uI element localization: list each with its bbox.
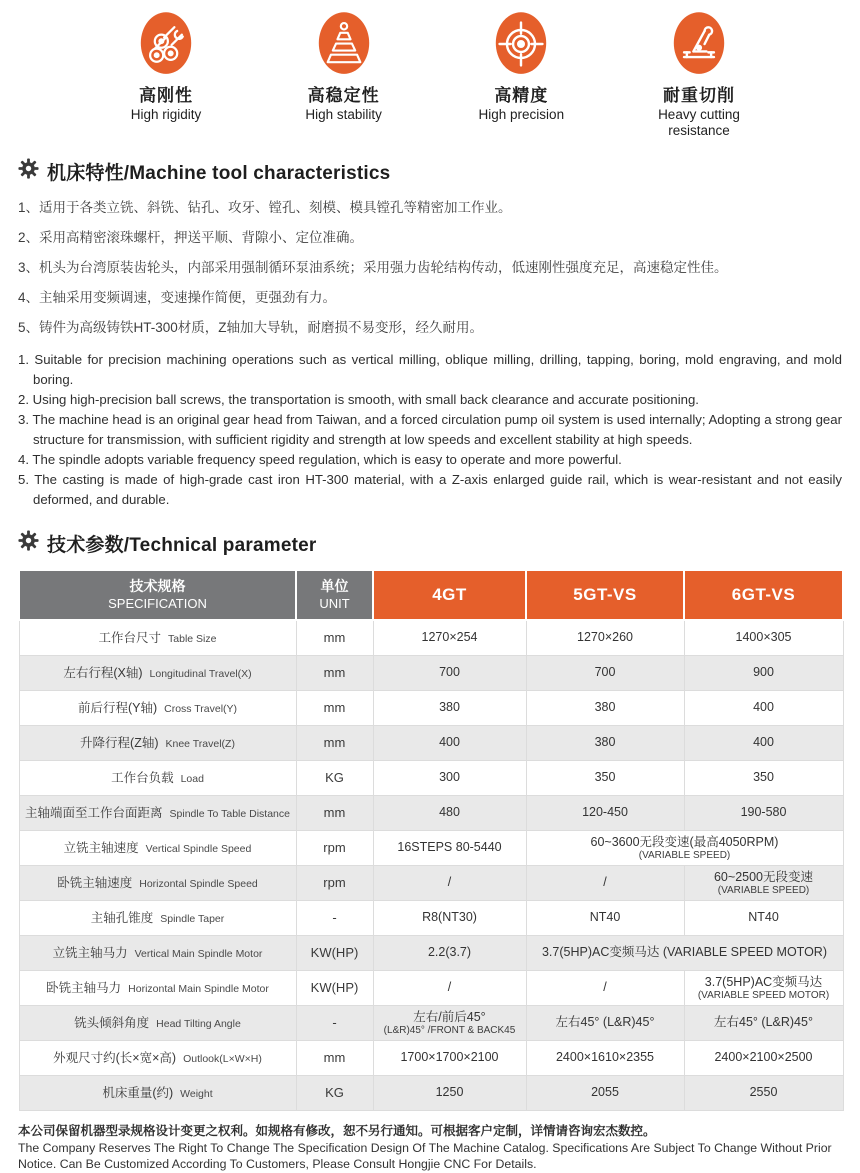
spec-label-cn: 外观尺寸约(长×宽×高)	[53, 1051, 177, 1066]
list-item: 5、铸件为高级铸铁HT-300材质，Z轴加大导轨，耐磨损不易变形，经久耐用。	[18, 320, 484, 336]
list-item: 5. The casting is made of high-grade cast iron HT-300 material, with a Z-axis enlarged guide rail, which is wear-resistant and not easily deformed, and durable.	[18, 472, 842, 508]
spec-table-body	[19, 620, 843, 1110]
value-cell: 1400×305	[684, 620, 843, 655]
value-cell: 400	[684, 690, 843, 725]
spec-label-cn: 铣头倾斜角度	[74, 1016, 150, 1031]
spec-label-en: Vertical Main Spindle Motor	[134, 948, 263, 961]
value-cell: 左右45° (L&R)45°	[684, 1005, 843, 1040]
spec-label-en: Spindle To Table Distance	[169, 808, 290, 821]
spec-label-cell	[19, 830, 296, 865]
table-row	[19, 690, 843, 725]
gear-icon	[18, 158, 39, 185]
spec-label-cell	[19, 1040, 296, 1075]
header-model-6gt-vs: 6GT-VS	[684, 570, 843, 620]
feature-title-cn: 高刚性	[139, 86, 193, 105]
spec-table	[18, 569, 844, 1111]
list-item: 1. Suitable for precision machining operations such as vertical milling, oblique milling, drilling, tapping, boring, mold engraving, and mold boring.	[18, 352, 842, 388]
spec-label-en: Head Tilting Angle	[156, 1018, 241, 1031]
spec-label-cn: 卧铣主轴速度	[57, 876, 133, 891]
pyramid-icon	[316, 10, 372, 78]
unit-cell: KW(HP)	[296, 935, 373, 970]
value-cell: 480	[373, 795, 526, 830]
gear-icon	[18, 530, 39, 557]
spec-label-cell	[19, 900, 296, 935]
characteristics-header	[18, 158, 842, 185]
value-cell: 380	[526, 725, 684, 760]
table-row	[19, 1075, 843, 1110]
unit-cell: mm	[296, 620, 373, 655]
value-cell: 1270×260	[526, 620, 684, 655]
table-row	[19, 795, 843, 830]
spec-label-en: Cross Travel(Y)	[164, 703, 238, 716]
footer	[18, 1121, 842, 1173]
feature-row	[0, 0, 860, 138]
spec-label-cn: 主轴孔锥度	[90, 911, 154, 926]
spec-label-en: Vertical Spindle Speed	[145, 843, 252, 856]
table-row	[19, 1040, 843, 1075]
spec-label-cell	[19, 795, 296, 830]
table-row	[19, 620, 843, 655]
unit-cell: rpm	[296, 865, 373, 900]
unit-cell: mm	[296, 655, 373, 690]
feature-title-en: High precision	[478, 107, 565, 122]
value-cell: /	[373, 970, 526, 1005]
list-item: 4. The spindle adopts variable frequency speed regulation, which is easy to operate and more powerful.	[18, 452, 622, 468]
header-model-4gt: 4GT	[373, 570, 526, 620]
spec-label-en: Knee Travel(Z)	[165, 738, 235, 751]
unit-cell: -	[296, 900, 373, 935]
unit-cell: rpm	[296, 830, 373, 865]
spec-label-en: Weight	[180, 1088, 213, 1101]
unit-cell: KW(HP)	[296, 970, 373, 1005]
value-cell: /	[526, 865, 684, 900]
spec-label-en: Horizontal Main Spindle Motor	[128, 983, 269, 996]
characteristics-title: 机床特性/Machine tool characteristics	[47, 163, 391, 185]
value-cell: 3.7(5HP)AC变频马达 (VARIABLE SPEED MOTOR)	[526, 935, 843, 970]
value-cell: 700	[526, 655, 684, 690]
target-icon	[493, 10, 549, 78]
value-cell: 300	[373, 760, 526, 795]
unit-cell: mm	[296, 725, 373, 760]
spec-label-cell	[19, 970, 296, 1005]
spec-label-en: Outlook(L×W×H)	[183, 1053, 262, 1066]
value-cell: 左右45° (L&R)45°	[526, 1005, 684, 1040]
feature-high-rigidity	[100, 10, 232, 138]
characteristics-list-en	[0, 350, 860, 510]
spec-label-cn: 立铣主轴速度	[63, 841, 139, 856]
spec-label-cn: 前后行程(Y轴)	[77, 701, 158, 716]
spec-label-cell	[19, 655, 296, 690]
value-cell: 2.2(3.7)	[373, 935, 526, 970]
header-specification: 技术规格 SPECIFICATION	[19, 570, 296, 620]
footer-disclaimer-cn: 本公司保留机器型录规格设计变更之权利。如规格有修改，恕不另行通知。可根据客户定制，详情请咨询宏杰数控。	[18, 1123, 656, 1138]
saw-icon	[671, 10, 727, 78]
list-item: 3、机头为台湾原装齿轮头，内部采用强制循环泵油系统；采用强力齿轮结构传动，低速刚性强度充足，高速稳定性佳。	[18, 260, 728, 276]
spec-label-cell	[19, 935, 296, 970]
value-cell: R8(NT30)	[373, 900, 526, 935]
unit-cell: mm	[296, 795, 373, 830]
spec-label-en: Table Size	[168, 633, 217, 646]
spec-label-cn: 升降行程(Z轴)	[80, 736, 159, 751]
list-item: 2. Using high-precision ball screws, the transportation is smooth, with small back clearance and accurate positioning.	[18, 392, 699, 408]
feature-title-cn: 高精度	[494, 86, 549, 105]
spec-label-cell	[19, 1075, 296, 1110]
value-cell: NT40	[526, 900, 684, 935]
value-cell: /	[373, 865, 526, 900]
header-unit: 单位 UNIT	[296, 570, 373, 620]
value-cell: 380	[373, 690, 526, 725]
spec-label-cell	[19, 725, 296, 760]
spec-label-en: Horizontal Spindle Speed	[139, 878, 258, 891]
list-item: 2、采用高精密滚珠螺杆，押送平顺、背隙小、定位准确。	[18, 230, 364, 246]
table-row	[19, 900, 843, 935]
spec-label-cell	[19, 690, 296, 725]
value-cell: 120-450	[526, 795, 684, 830]
value-cell: 190-580	[684, 795, 843, 830]
spec-label-cell	[19, 1005, 296, 1040]
value-cell: 400	[684, 725, 843, 760]
value-cell: NT40	[684, 900, 843, 935]
value-cell: 700	[373, 655, 526, 690]
table-row	[19, 970, 843, 1005]
value-cell: 16STEPS 80-5440	[373, 830, 526, 865]
spec-label-cn: 机床重量(约)	[102, 1086, 174, 1101]
feature-title-cn: 高稳定性	[307, 86, 380, 105]
unit-cell: KG	[296, 1075, 373, 1110]
value-cell: 350	[526, 760, 684, 795]
feature-title-en: High rigidity	[130, 107, 202, 122]
feature-high-stability	[278, 10, 410, 138]
unit-cell: KG	[296, 760, 373, 795]
list-item: 4、主轴采用变频调速，变速操作简便，更强劲有力。	[18, 290, 337, 306]
table-row	[19, 655, 843, 690]
feature-title-en: Heavy cutting resistance	[658, 107, 740, 138]
spec-label-cell	[19, 865, 296, 900]
spec-label-en: Load	[180, 773, 204, 786]
spec-label-cell	[19, 620, 296, 655]
footer-disclaimer-en: The Company Reserves The Right To Change The Specification Design Of The Machine Catalog. Specifications Are Subject To Change Without Prior Notice. Can Be Customized According To Customers, Please Consult Hongjie CNC For Details.	[18, 1140, 832, 1171]
parameters-title: 技术参数/Technical parameter	[47, 535, 317, 557]
spec-label-cn: 工作台尺寸	[98, 631, 162, 646]
spec-label-cn: 立铣主轴马力	[52, 946, 128, 961]
value-cell: 60~2500无段变速 (VARIABLE SPEED)	[684, 865, 843, 900]
spec-label-en: Spindle Taper	[160, 913, 225, 926]
feature-title-en: High stability	[305, 107, 382, 122]
value-cell: 900	[684, 655, 843, 690]
value-cell: 1270×254	[373, 620, 526, 655]
unit-cell: mm	[296, 690, 373, 725]
spec-label-cell	[19, 760, 296, 795]
table-row	[19, 725, 843, 760]
spec-label-en: Longitudinal Travel(X)	[149, 668, 252, 681]
value-cell: 2400×1610×2355	[526, 1040, 684, 1075]
table-row	[19, 865, 843, 900]
value-cell: /	[526, 970, 684, 1005]
value-cell: 3.7(5HP)AC变频马达 (VARIABLE SPEED MOTOR)	[684, 970, 843, 1005]
value-cell: 左右/前后45° (L&R)45° /FRONT & BACK45	[373, 1005, 526, 1040]
table-row	[19, 760, 843, 795]
value-cell: 2550	[684, 1075, 843, 1110]
value-cell: 2400×2100×2500	[684, 1040, 843, 1075]
value-cell: 400	[373, 725, 526, 760]
spec-label-cn: 左右行程(X轴)	[63, 666, 143, 681]
parameters-header	[18, 530, 842, 557]
feature-heavy-cutting	[633, 10, 765, 138]
feature-title-cn: 耐重切削	[662, 86, 735, 105]
table-header-row	[19, 570, 843, 620]
table-row	[19, 830, 843, 865]
unit-cell: mm	[296, 1040, 373, 1075]
list-item: 1、适用于各类立铣、斜铣、钻孔、攻牙、镗孔、刻模、模具镗孔等精密加工作业。	[18, 200, 512, 216]
spec-label-cn: 卧铣主轴马力	[46, 981, 122, 996]
table-row	[19, 1005, 843, 1040]
list-item: 3. The machine head is an original gear head from Taiwan, and a forced circulation pump oil system is used internally; Adopting a strong gear structure for transmission, with sufficient rigidity and strength at low speeds and excellent stability at high speeds.	[18, 412, 842, 448]
value-cell: 60~3600无段变速(最高4050RPM) (VARIABLE SPEED)	[526, 830, 843, 865]
value-cell: 350	[684, 760, 843, 795]
value-cell: 1250	[373, 1075, 526, 1110]
spec-label-cn: 主轴端面至工作台面距离	[25, 806, 163, 821]
characteristics-list-cn	[0, 193, 860, 343]
unit-cell: -	[296, 1005, 373, 1040]
spec-label-cn: 工作台负载	[111, 771, 174, 786]
value-cell: 2055	[526, 1075, 684, 1110]
rolls-icon	[138, 10, 194, 78]
value-cell: 1700×1700×2100	[373, 1040, 526, 1075]
value-cell: 380	[526, 690, 684, 725]
feature-high-precision	[455, 10, 587, 138]
header-model-5gt-vs: 5GT-VS	[526, 570, 684, 620]
table-row	[19, 935, 843, 970]
